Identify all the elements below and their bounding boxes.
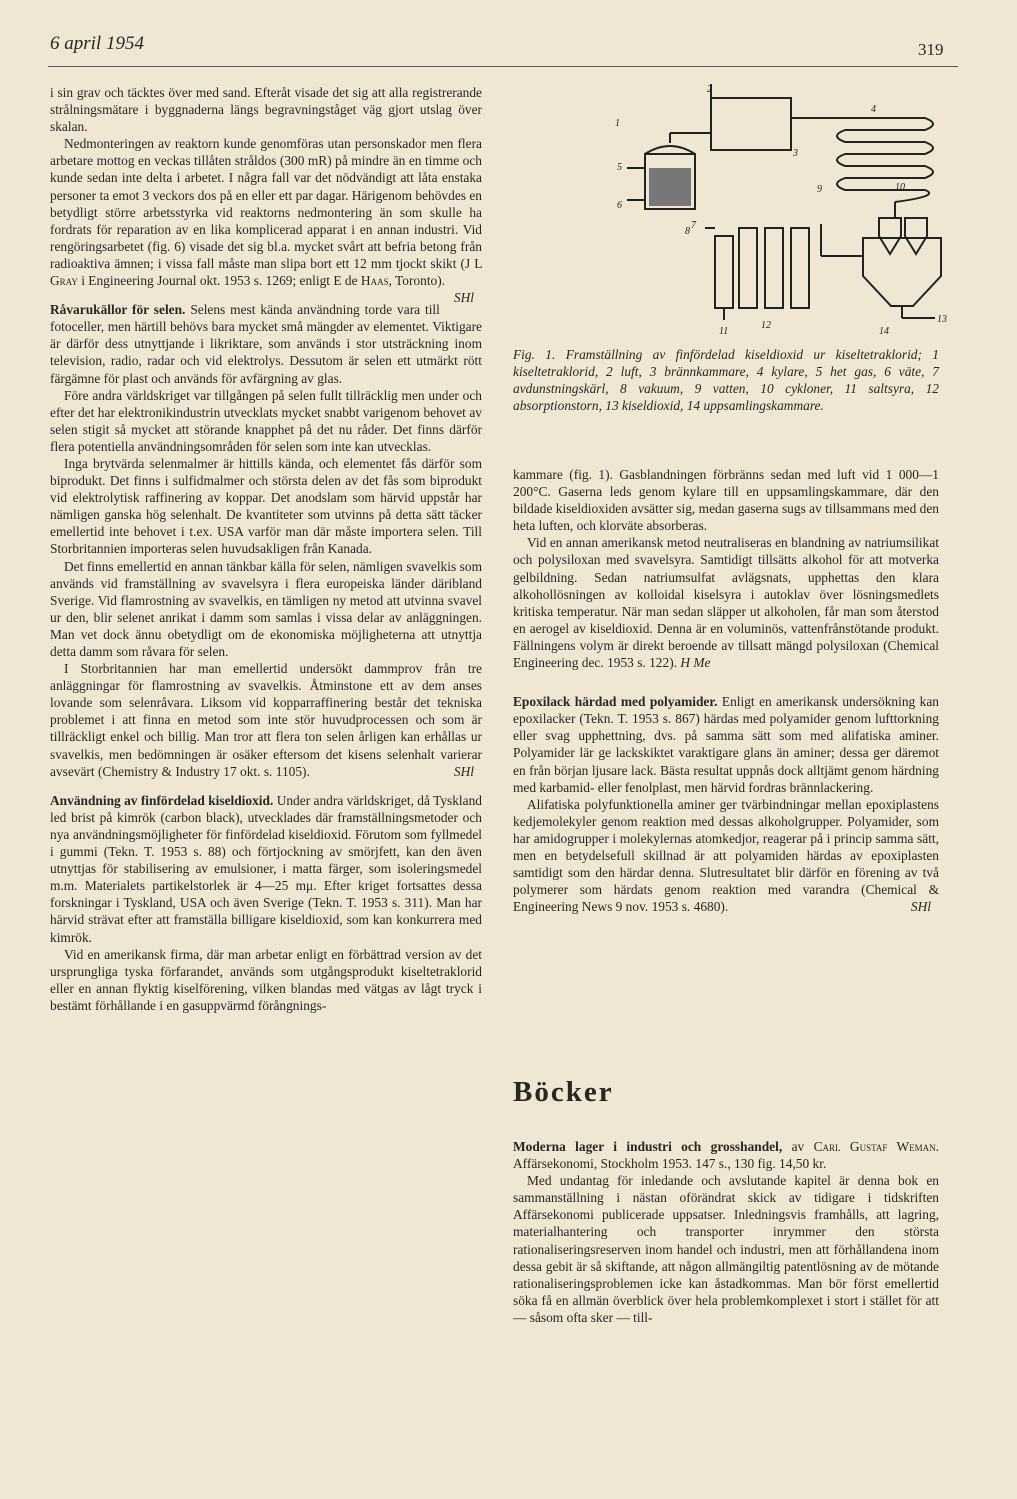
books-column — [513, 1138, 939, 1326]
section-heading: Råvarukällor för selen. — [50, 302, 186, 318]
label-5: 5 — [617, 162, 622, 173]
label-9: 9 — [817, 184, 822, 195]
book-meta: . Affärsekonomi, Stockholm 1953. 147 s., 130 fig. 14,50 kr. — [513, 1139, 939, 1172]
paragraph: i sin grav och täcktes över med sand. Efteråt visade det sig att alla registrerande strålningsmätare i byggnaderna längs begravningståget väg gjort utslag över skalan. — [50, 85, 482, 135]
signature: H Me — [680, 655, 711, 671]
signature: SHl — [910, 899, 931, 915]
label-3: 3 — [793, 148, 798, 159]
text-run: Enligt en amerikansk undersökning kan epoxilacker (Tekn. T. 1953 s. 867) härdas med polyamider genom lufttorkning eller svag upphettning, dvs. på samma sätt som med alifatiska aminer. Polyamider lär ge lackskiktet varaktigare glans än aminer; dessa ger däremot en från början ljusare lack. Bästa resultat uppnås dock alltjämt genom härdning med karbamid- eller fenolplast, men härvid fordras brännlackering. — [513, 694, 939, 795]
paragraph: Det finns emellertid en annan tänkbar källa för selen, nämligen svavelkis som används vid framställning av svavelsyra i flera europeiska länder däribland Sverige. Vid flamrostning av svavelkis, en tämligen ny metod att utvinna svavel ur den, blir selenet anrikat i damm som samlas i vissa delar av anläggningen. Man vet dock ännu obetydligt om de ekonomiska möjligheterna att utnyttja detta damm som råvara för selen. — [50, 558, 482, 659]
paragraph: Vid en amerikansk firma, där man arbetar enligt en förbättrad version av det ursprungliga tyska förfarandet, används som utgångsprodukt kiseltetraklorid eller en annan flyktig kiselförening, vilken blandas med vätgas av lågt tryck i bestämt förhållande i en gasuppvärmd förångnings- — [50, 946, 482, 1013]
books-section-title: Böcker — [513, 1076, 614, 1108]
label-4: 4 — [871, 104, 876, 115]
vessel-fill — [649, 168, 691, 206]
tower-3 — [765, 228, 783, 308]
label-13: 13 — [937, 314, 947, 325]
combustion-chamber — [711, 98, 791, 150]
section-kiseldioxid — [50, 792, 482, 946]
label-11: 11 — [719, 326, 729, 337]
cyclone-right — [905, 218, 927, 254]
paragraph: kammare (fig. 1). Gasblandningen förbränns sedan med luft vid 1 000—1 200°C. Gaserna leds genom kylare till en uppsamlingskammare, där den bildade kiseldioxiden avsätter sig, medan gaserna sugs av tillsammans med den heta luften, och klorväte absorberas. — [513, 467, 939, 534]
text-run: Nedmonteringen av reaktorn kunde genomföras utan personskador men flera arbetare mottog en veckas tillåten stråldos (300 mR) på mindre än en timme och kunde sedan inte delta i arbetet. I några fall var det nödvändigt att låta enstaka personer ta emot 3 veckors dos på en eller ett par dagar. Härigenom behövdes en betydligt större arbetsstyrka vid reaktorns nedmontering än som skulle ha fordrats för reparation av en lika komplicerad apparat i en annan industri. Vid rengöringsarbetet (fig. 6) visade det sig bl.a. mycket svårt att befria betong från radioaktiva ämnen; i vissa fall måste man slipa bort ett 12 mm tjockt skikt (J L — [50, 136, 482, 271]
text-run: Vid en annan amerikansk metod neutraliseras en blandning av natriumsilikat och polysiloxan med svavelsyra. Samtidigt tillsätts alkohol för att motverka gelbildning. Sedan natriumsulfat avlägsnats, upphettas den klara alkohollösningen av kolloidal kiselsyra i autoklav över lösningsmedlets kritiska temperatur. När man sedan släpper ut alkoholen, får man som återstod en aerogel av kiseldioxid. Denna är en voluminös, vattenfrånstötande produkt. Fällningens volym är direkt beroende av tillsatt mängd polysiloxan (Chemical Engineering dec. 1953 s. 122). — [513, 535, 939, 671]
tower-4 — [791, 228, 809, 308]
label-14: 14 — [879, 326, 889, 337]
label-2: 2 — [707, 84, 712, 95]
paragraph: Inga brytvärda selenmalmer är hittills kända, och elementet fås därför som biprodukt. Det finns i sulfidmalmer och största delen av det fås som biprodukt vid elektrolytisk raffinering av koppar. Det anodslam som härvid uppstår har nämligen ganska hög selenhalt. De kvantiteter som utvinns på detta sätt täcker emellertid inte behovet i t.ex. USA varför man där måste importera selen. Till Storbritannien importeras selen huvudsakligen från Kanada. — [50, 455, 482, 557]
tower-1 — [715, 236, 733, 308]
section-heading: Epoxilack härdad med polyamider. — [513, 694, 718, 710]
section-epoxilack — [513, 693, 939, 796]
paragraph — [513, 534, 939, 671]
label-7: 7 — [691, 220, 696, 231]
book-author: Carl Gustaf Weman — [813, 1139, 936, 1154]
text-run: Under andra världskriget, då Tyskland led brist på kimrök (carbon black), utvecklades där framställningsmetoder och nya användningsmöjligheter för finfördelad kiseldioxid. Förutom som fyllmedel i gummi (Tekn. T. 1953 s. 88) och förtjockning av smörjfett, kan den även utnyttjas för stabilisering av emulsioner, i matta färger, som isoleringsmedel m.m. Materialets partikelstorlek är 4—25 mμ. Efter kriget fortsattes dessa forskningar i Tyskland, USA och även Sverige (Tekn. T. 1953 s. 311). Man har härvid strävat efter att framställa billigare kiseldioxid, som kan konkurrera med kimrök. — [50, 792, 482, 945]
label-12: 12 — [761, 320, 771, 331]
tower-2 — [739, 228, 757, 308]
label-6: 6 — [617, 200, 622, 211]
paragraph — [513, 796, 939, 916]
text-run: i Engineering Journal okt. 1953 s. 1269; enligt E de — [81, 273, 358, 289]
cooler-coil — [791, 118, 933, 202]
right-column — [513, 466, 939, 915]
vessel-lid — [645, 146, 695, 154]
collection-chamber — [863, 238, 941, 306]
cyclone-left — [879, 218, 901, 254]
page-number: 319 — [918, 40, 944, 59]
label-8: 8 — [685, 226, 690, 237]
left-column — [50, 84, 482, 1014]
author-name: Haas — [360, 273, 389, 289]
paragraph — [50, 135, 482, 306]
author-name: Gray — [50, 273, 78, 289]
section-heading: Användning av finfördelad kiseldioxid. — [50, 792, 274, 808]
signature: SHl — [453, 290, 474, 306]
text-run: Selens mest kända användning torde vara till fotoceller, men härtill behövs bara mycket små mängder av elementet. Viktigare är därför dess utnyttjande i likriktare, som används i stor utsträckning inom television, radio, radar och vid elektrolys. Dessutom är selen ett utmärkt rött färgämne för plast och används för avfärgning av glas. — [50, 302, 482, 386]
header-rule — [48, 66, 958, 67]
signature: SHl — [453, 763, 474, 779]
figure-caption: Fig. 1. Framställning av finfördelad kiseldioxid ur kiseltetraklorid; 1 kiseltetraklorid, 2 luft, 3 brännkammare, 4 kylare, 5 het gas, 6 väte, 7 avdunstningskärl, 8 vakuum, 9 vatten, 10 cykloner, 11 saltsyra, 12 absorptionstorn, 13 kiseldioxid, 14 uppsamlingskammare. — [513, 347, 939, 414]
paragraph: Före andra världskriget var tillgången på selen fullt tillräcklig men under och efter det har elektronikindustrin utvecklats mycket snabbt varigenom behovet av selen stigit så mycket att störande knapphet på det nu råder. Det finns därför flera potentiella användningsområden för selen som inte kan utvecklas. — [50, 387, 482, 454]
text-run: I Storbritannien har man emellertid undersökt dammprov från tre anläggningar för flamrostning av svavelkis. Åtminstone ett av dem anses lovande som selenråvara. Liksom vid kopparraffinering består det tekniska problemet i att finna en metod som inte stör huvudprocessen och som är tillräckligt enkel och billig. Man tror att flera ton selen årligen kan erhållas ur svavelkis, men bedömningen är osäker eftersom det kisens selenhalt varierar avsevärt (Chemistry & Industry 17 okt. s. 1105). — [50, 661, 482, 779]
section-selen — [50, 301, 482, 386]
text-run: Alifatiska polyfunktionella aminer ger tvärbindningar mellan epoxiplastens kedjemolekyler genom reaktion med dessas alkoholgrupper. Polyamider, som har amidogrupper i molekylernas atomkedjor, reagerar på i princip samma sätt, men en betydelsefull skillnad är att polyamiden härdas av epoxiplasten samtidigt som den härdar denna. Slutresultatet blir därför en förening av två polymerer som härdats genom reaktion med varandra (Chemical & Engineering News 9 nov. 1953 s. 4680). — [513, 796, 939, 915]
paragraph — [50, 660, 482, 780]
process-diagram — [595, 78, 955, 340]
text-run: av — [791, 1139, 805, 1154]
text-run: , Toronto). — [388, 273, 446, 289]
running-header-date: 6 april 1954 — [50, 33, 144, 54]
label-10: 10 — [895, 182, 905, 193]
book-entry-heading — [513, 1138, 939, 1172]
paragraph: Med undantag för inledande och avslutande kapitel är denna bok en sammanställning i nästan oförändrat skick av tidigare i tidskriften Affärsekonomi publicerade uppsatser. Inledningsvis framhålls, att lagring, materialhantering och transporter inrymmer den största rationaliseringsreserven inom handel och industri, men att förhållandena inom dessa gebit är så skiftande, att någon allmängiltig patentlösning av de mötande rationaliseringsproblemen icke kan åstadkommas. Man bör först emellertid söka få en allmän överblick över hela problemkomplexet i stort i stället för att — såsom ofta sker — till- — [513, 1173, 939, 1325]
book-title: Moderna lager i industri och grosshandel, — [513, 1139, 783, 1154]
label-1: 1 — [615, 118, 620, 129]
